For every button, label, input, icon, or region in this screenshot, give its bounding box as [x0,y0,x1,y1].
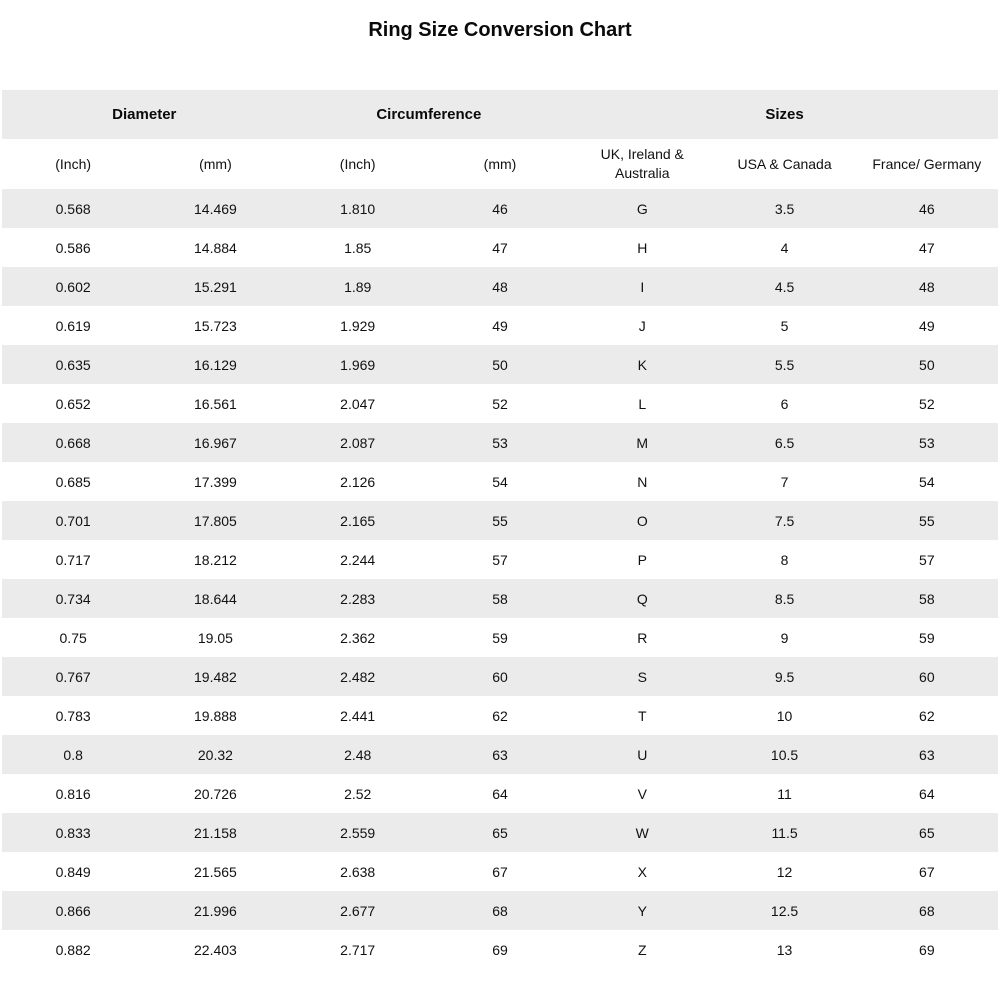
table-cell: 2.087 [287,423,429,462]
table-cell: 21.996 [144,891,286,930]
table-cell: 2.244 [287,540,429,579]
table-cell: 3.5 [713,189,855,228]
table-cell: N [571,462,713,501]
table-cell: 52 [429,384,571,423]
table-cell: H [571,228,713,267]
table-cell: L [571,384,713,423]
column-header-diameter-mm: (mm) [144,139,286,189]
table-row [2,813,998,852]
group-header-circumference: Circumference [287,90,572,139]
table-cell: 0.783 [2,696,144,735]
table-cell: 1.89 [287,267,429,306]
table-cell: 60 [429,657,571,696]
table-cell: 62 [429,696,571,735]
table-cell: P [571,540,713,579]
table-cell: 59 [429,618,571,657]
table-cell: 47 [856,228,998,267]
table-cell: 8 [713,540,855,579]
table-cell: 21.565 [144,852,286,891]
table-cell: 1.929 [287,306,429,345]
table-body [2,189,998,969]
table-cell: 0.652 [2,384,144,423]
table-cell: V [571,774,713,813]
table-cell: 0.668 [2,423,144,462]
table-cell: 2.48 [287,735,429,774]
table-cell: 4.5 [713,267,855,306]
table-cell: K [571,345,713,384]
table-header [2,90,998,189]
table-row [2,189,998,228]
table-cell: 20.32 [144,735,286,774]
table-cell: 64 [429,774,571,813]
table-cell: 16.967 [144,423,286,462]
column-header-france-germany: France/ Germany [856,139,998,189]
table-cell: W [571,813,713,852]
table-cell: 69 [429,930,571,969]
table-cell: 18.644 [144,579,286,618]
table-cell: 0.701 [2,501,144,540]
table-cell: 57 [856,540,998,579]
group-header-diameter: Diameter [2,90,287,139]
table-cell: 10.5 [713,735,855,774]
table-row [2,930,998,969]
table-cell: 21.158 [144,813,286,852]
table-cell: I [571,267,713,306]
table-cell: 15.291 [144,267,286,306]
table-cell: 0.882 [2,930,144,969]
table-cell: 69 [856,930,998,969]
table-cell: 14.469 [144,189,286,228]
table-cell: 2.165 [287,501,429,540]
table-cell: 59 [856,618,998,657]
table-cell: 2.283 [287,579,429,618]
table-cell: 1.85 [287,228,429,267]
table-row [2,501,998,540]
table-cell: 2.559 [287,813,429,852]
table-cell: 16.561 [144,384,286,423]
table-cell: 9.5 [713,657,855,696]
table-cell: 12 [713,852,855,891]
table-row [2,228,998,267]
table-cell: G [571,189,713,228]
table-row [2,540,998,579]
table-cell: 57 [429,540,571,579]
table-cell: 0.635 [2,345,144,384]
table-cell: 11 [713,774,855,813]
table-cell: 46 [856,189,998,228]
table-cell: 7.5 [713,501,855,540]
table-cell: 0.717 [2,540,144,579]
table-cell: 2.482 [287,657,429,696]
table-cell: 54 [856,462,998,501]
column-header-circumference-mm: (mm) [429,139,571,189]
table-cell: 2.441 [287,696,429,735]
table-cell: 64 [856,774,998,813]
table-cell: 50 [856,345,998,384]
table-cell: 0.685 [2,462,144,501]
table-cell: 20.726 [144,774,286,813]
table-cell: 0.75 [2,618,144,657]
table-cell: 58 [856,579,998,618]
table-cell: 0.8 [2,735,144,774]
table-cell: 9 [713,618,855,657]
table-cell: 2.047 [287,384,429,423]
table-cell: 14.884 [144,228,286,267]
table-cell: 2.677 [287,891,429,930]
table-cell: 19.888 [144,696,286,735]
table-cell: 0.833 [2,813,144,852]
table-cell: 55 [856,501,998,540]
table-cell: U [571,735,713,774]
table-row [2,774,998,813]
page-title: Ring Size Conversion Chart [368,19,632,41]
table-cell: 67 [429,852,571,891]
table-cell: 0.816 [2,774,144,813]
table-cell: 0.568 [2,189,144,228]
table-cell: 7 [713,462,855,501]
table-row [2,618,998,657]
table-cell: 1.810 [287,189,429,228]
table-cell: 52 [856,384,998,423]
table-cell: 68 [856,891,998,930]
table-row [2,696,998,735]
table-row [2,852,998,891]
table-cell: 5.5 [713,345,855,384]
table-cell: 0.602 [2,267,144,306]
table-cell: 53 [429,423,571,462]
table-row [2,306,998,345]
table-cell: 47 [429,228,571,267]
table-row [2,423,998,462]
table-cell: 65 [856,813,998,852]
table-cell: J [571,306,713,345]
table-cell: 0.586 [2,228,144,267]
table-cell: 1.969 [287,345,429,384]
table-cell: 0.849 [2,852,144,891]
table-cell: 2.717 [287,930,429,969]
table-cell: 17.399 [144,462,286,501]
table-cell: R [571,618,713,657]
table-cell: 18.212 [144,540,286,579]
table-cell: 15.723 [144,306,286,345]
table-cell: 2.52 [287,774,429,813]
table-cell: 4 [713,228,855,267]
table-cell: 50 [429,345,571,384]
table-row [2,345,998,384]
table-cell: 49 [429,306,571,345]
table-cell: 55 [429,501,571,540]
table-cell: 46 [429,189,571,228]
table-row [2,657,998,696]
table-row [2,267,998,306]
table-cell: 22.403 [144,930,286,969]
table-row [2,384,998,423]
table-cell: 8.5 [713,579,855,618]
table-cell: 0.767 [2,657,144,696]
table-cell: 65 [429,813,571,852]
group-header-row [2,90,998,139]
table-cell: 2.126 [287,462,429,501]
table-cell: 58 [429,579,571,618]
table-cell: 0.619 [2,306,144,345]
table-cell: 16.129 [144,345,286,384]
table-cell: 63 [856,735,998,774]
table-cell: Z [571,930,713,969]
table-cell: 63 [429,735,571,774]
table-cell: 54 [429,462,571,501]
table-cell: 62 [856,696,998,735]
column-header-row [2,139,998,189]
table-cell: 5 [713,306,855,345]
table-cell: 17.805 [144,501,286,540]
table-cell: 48 [429,267,571,306]
column-header-circumference-inch: (Inch) [287,139,429,189]
table-cell: 19.05 [144,618,286,657]
table-cell: 0.866 [2,891,144,930]
column-header-usa-canada: USA & Canada [713,139,855,189]
table-cell: 49 [856,306,998,345]
table-cell: S [571,657,713,696]
table-cell: 2.362 [287,618,429,657]
group-header-sizes: Sizes [571,90,998,139]
table-row [2,462,998,501]
table-cell: X [571,852,713,891]
ring-size-conversion-table [2,90,998,969]
table-cell: 68 [429,891,571,930]
table-cell: O [571,501,713,540]
table-row [2,735,998,774]
table-cell: 60 [856,657,998,696]
table-cell: 0.734 [2,579,144,618]
table-cell: 6 [713,384,855,423]
table-cell: 10 [713,696,855,735]
column-header-uk-ireland-australia: UK, Ireland & Australia [571,139,713,189]
table-cell: 67 [856,852,998,891]
table-cell: T [571,696,713,735]
table-cell: 2.638 [287,852,429,891]
table-cell: 11.5 [713,813,855,852]
table-cell: Y [571,891,713,930]
table-cell: 6.5 [713,423,855,462]
table-cell: 48 [856,267,998,306]
table-cell: M [571,423,713,462]
table-cell: 13 [713,930,855,969]
table-cell: 53 [856,423,998,462]
table-cell: Q [571,579,713,618]
column-header-diameter-inch: (Inch) [2,139,144,189]
table-row [2,579,998,618]
table-cell: 19.482 [144,657,286,696]
table-row [2,891,998,930]
table-cell: 12.5 [713,891,855,930]
